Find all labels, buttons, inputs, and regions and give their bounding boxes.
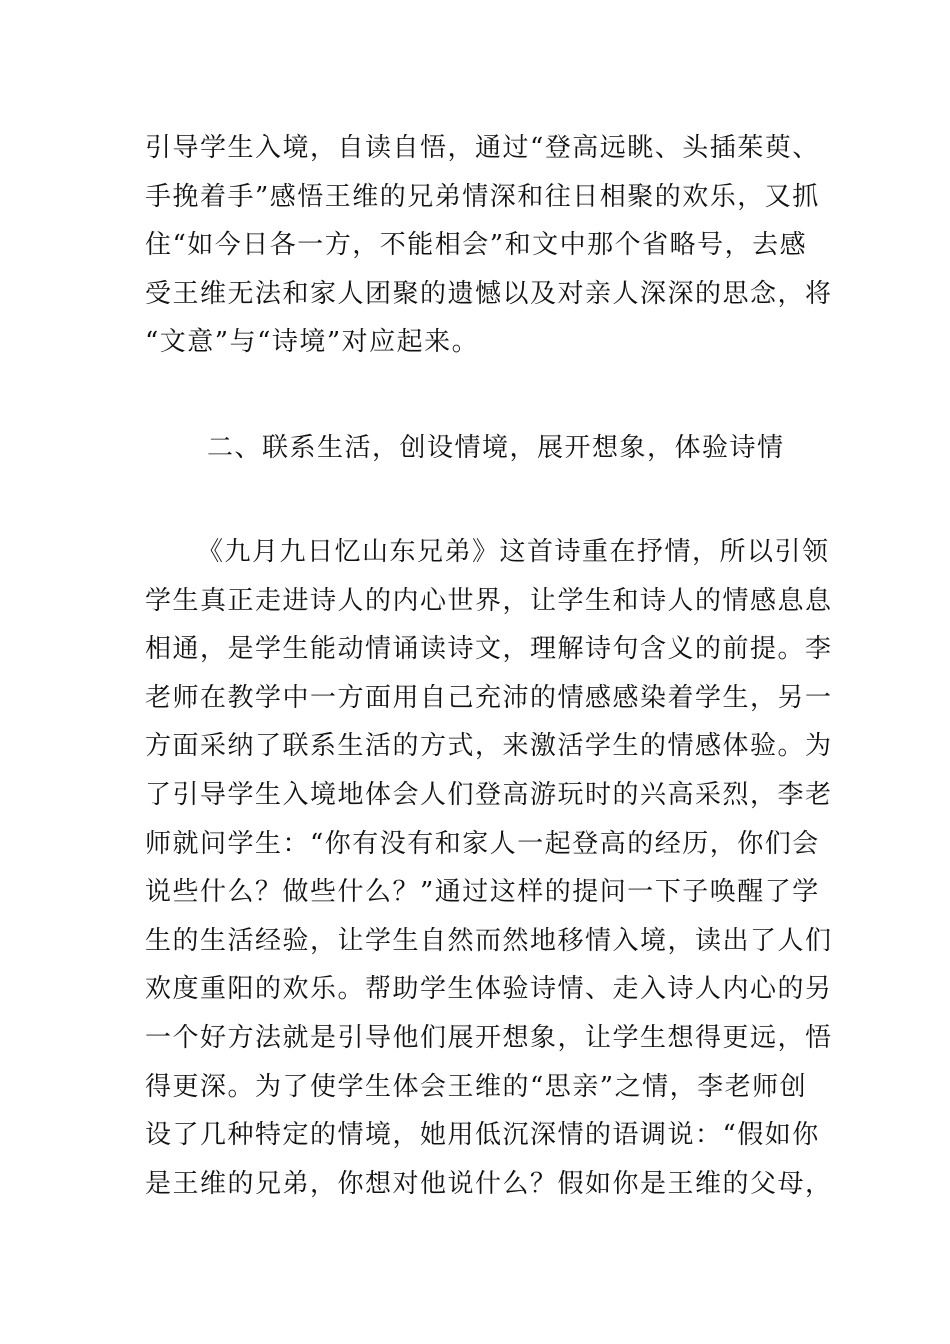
paragraph-1: [145, 124, 833, 367]
paragraph-2: [145, 528, 833, 1208]
paragraph-line: 方面采纳了联系生活的方式，来激活学生的情感体验。为: [145, 731, 833, 762]
paragraph-line: 《九月九日忆山东兄弟》这首诗重在抒情，所以引领: [197, 537, 830, 567]
paragraph-line: 生的生活经验，让学生自然而然地移情入境，读出了人们: [145, 925, 833, 956]
paragraph-line: 住“如今日各一方，不能相会”和文中那个省略号，去感: [145, 230, 808, 261]
paragraph-line: 受王维无法和家人团聚的遗憾以及对亲人深深的思念，将: [145, 278, 833, 309]
paragraph-line: 说些什么？做些什么？”通过这样的提问一下子唤醒了学: [145, 877, 820, 908]
paragraph-line: 引导学生入境，自读自悟，通过“登高远眺、头插茱萸、: [145, 133, 820, 163]
paragraph-line: 手挽着手”感悟王维的兄弟情深和往日相聚的欢乐，又抓: [145, 181, 820, 212]
paragraph-line: 了引导学生入境地体会人们登高游玩时的兴高采烈，李老: [145, 779, 833, 810]
paragraph-line: 得更深。为了使学生体会王维的“思亲”之情，李老师创: [145, 1071, 808, 1102]
paragraph-line: 是王维的兄弟，你想对他说什么？假如你是王维的父母，: [145, 1168, 833, 1199]
paragraph-line: 师就问学生：“你有没有和家人一起登高的经历，你们会: [145, 828, 820, 859]
paragraph-line: 设了几种特定的情境，她用低沉深情的语调说：“假如你: [145, 1120, 820, 1151]
paragraph-line: 老师在教学中一方面用自己充沛的情感感染着学生，另一: [145, 682, 833, 713]
paragraph-line: “文意”与“诗境”对应起来。: [145, 327, 480, 358]
section-heading: 二、联系生活，创设情境，展开想象，体验诗情: [207, 433, 785, 463]
paragraph-line: 学生真正走进诗人的内心世界，让学生和诗人的情感息息: [145, 585, 833, 616]
paragraph-line: 一个好方法就是引导他们展开想象，让学生想得更远，悟: [145, 1022, 833, 1053]
paragraph-line: 欢度重阳的欢乐。帮助学生体验诗情、走入诗人内心的另: [145, 974, 833, 1005]
paragraph-line: 相通，是学生能动情诵读诗文，理解诗句含义的前提。李: [145, 634, 833, 665]
